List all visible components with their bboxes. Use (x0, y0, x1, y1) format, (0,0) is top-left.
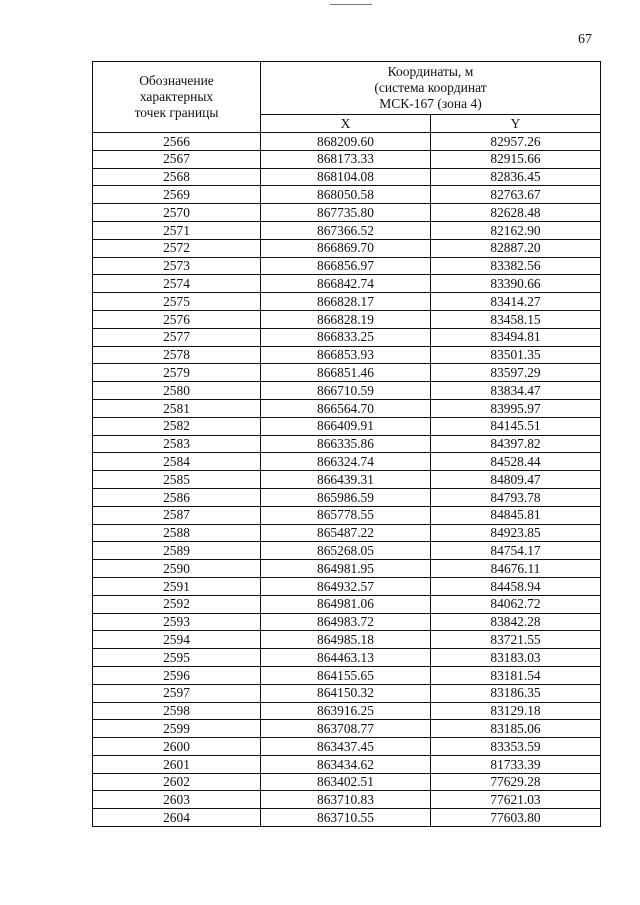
point-header-line-1: Обозначение (139, 72, 214, 88)
x-coordinate-cell: 865268.05 (261, 542, 431, 560)
x-coordinate-cell: 864155.65 (261, 666, 431, 684)
coordinates-header (261, 62, 601, 115)
x-coordinate-cell: 866828.17 (261, 293, 431, 311)
table-row (93, 755, 601, 773)
point-designation-header (93, 62, 261, 133)
table-row (93, 542, 601, 560)
coords-header-line-1: Координаты, м (387, 63, 474, 79)
x-coordinate-cell: 863437.45 (261, 738, 431, 756)
table-row (93, 293, 601, 311)
table-row (93, 738, 601, 756)
y-coordinate-cell: 84923.85 (431, 524, 601, 542)
y-coordinate-cell: 83501.35 (431, 346, 601, 364)
point-id-cell: 2580 (93, 382, 261, 400)
x-coordinate-cell: 867735.80 (261, 204, 431, 222)
x-coordinate-cell: 864463.13 (261, 649, 431, 667)
x-coordinate-cell: 864981.06 (261, 595, 431, 613)
point-id-cell: 2591 (93, 577, 261, 595)
y-coordinate-cell: 83185.06 (431, 720, 601, 738)
table-row (93, 809, 601, 827)
point-id-cell: 2574 (93, 275, 261, 293)
y-coordinate-cell: 84458.94 (431, 577, 601, 595)
x-coordinate-cell: 863916.25 (261, 702, 431, 720)
y-coordinate-cell: 82915.66 (431, 150, 601, 168)
point-id-cell: 2572 (93, 239, 261, 257)
x-coordinate-cell: 866869.70 (261, 239, 431, 257)
x-coordinate-cell: 866335.86 (261, 435, 431, 453)
y-coordinate-cell: 83995.97 (431, 399, 601, 417)
table-row (93, 471, 601, 489)
point-id-cell: 2567 (93, 150, 261, 168)
table-row (93, 310, 601, 328)
point-id-cell: 2600 (93, 738, 261, 756)
y-coordinate-cell: 84145.51 (431, 417, 601, 435)
x-coordinate-cell: 865986.59 (261, 488, 431, 506)
x-coordinate-cell: 866856.97 (261, 257, 431, 275)
x-coordinate-cell: 864983.72 (261, 613, 431, 631)
y-coordinate-cell: 83129.18 (431, 702, 601, 720)
table-row (93, 133, 601, 151)
y-coordinate-cell: 83382.56 (431, 257, 601, 275)
table-row (93, 773, 601, 791)
point-id-cell: 2573 (93, 257, 261, 275)
y-coordinate-cell: 84754.17 (431, 542, 601, 560)
y-coordinate-cell: 84793.78 (431, 488, 601, 506)
x-coordinate-cell: 864150.32 (261, 684, 431, 702)
y-coordinate-cell: 82836.45 (431, 168, 601, 186)
point-header-line-3: точек границы (134, 105, 219, 121)
table-row (93, 275, 601, 293)
point-id-cell: 2586 (93, 488, 261, 506)
x-coordinate-cell: 868173.33 (261, 150, 431, 168)
x-coordinate-cell: 864985.18 (261, 631, 431, 649)
table-row (93, 150, 601, 168)
coordinates-table (92, 61, 601, 827)
table-row (93, 221, 601, 239)
x-coordinate-cell: 863434.62 (261, 755, 431, 773)
y-coordinate-cell: 77621.03 (431, 791, 601, 809)
table-row (93, 328, 601, 346)
point-id-cell: 2596 (93, 666, 261, 684)
y-coordinate-cell: 84676.11 (431, 560, 601, 578)
y-coordinate-cell: 83390.66 (431, 275, 601, 293)
point-id-cell: 2576 (93, 310, 261, 328)
x-coordinate-cell: 866409.91 (261, 417, 431, 435)
x-coordinate-cell: 866833.25 (261, 328, 431, 346)
table-row (93, 417, 601, 435)
y-column-header: Y (431, 115, 601, 133)
y-coordinate-cell: 83181.54 (431, 666, 601, 684)
y-coordinate-cell: 84809.47 (431, 471, 601, 489)
table-header (93, 62, 601, 133)
y-coordinate-cell: 83597.29 (431, 364, 601, 382)
point-id-cell: 2603 (93, 791, 261, 809)
x-coordinate-cell: 866439.31 (261, 471, 431, 489)
page-number: 67 (578, 32, 592, 47)
table-row (93, 453, 601, 471)
table-row (93, 204, 601, 222)
point-id-cell: 2577 (93, 328, 261, 346)
x-coordinate-cell: 866828.19 (261, 310, 431, 328)
table-row (93, 720, 601, 738)
x-coordinate-cell: 868050.58 (261, 186, 431, 204)
x-coordinate-cell: 865487.22 (261, 524, 431, 542)
table-row (93, 399, 601, 417)
point-id-cell: 2590 (93, 560, 261, 578)
table-row (93, 382, 601, 400)
point-id-cell: 2595 (93, 649, 261, 667)
y-coordinate-cell: 81733.39 (431, 755, 601, 773)
y-coordinate-cell: 83183.03 (431, 649, 601, 667)
point-id-cell: 2593 (93, 613, 261, 631)
x-coordinate-cell: 864932.57 (261, 577, 431, 595)
y-coordinate-cell: 82887.20 (431, 239, 601, 257)
x-coordinate-cell: 868209.60 (261, 133, 431, 151)
point-id-cell: 2569 (93, 186, 261, 204)
point-id-cell: 2566 (93, 133, 261, 151)
y-coordinate-cell: 77603.80 (431, 809, 601, 827)
x-coordinate-cell: 866710.59 (261, 382, 431, 400)
table-row (93, 488, 601, 506)
x-column-header: X (261, 115, 431, 133)
point-id-cell: 2571 (93, 221, 261, 239)
point-header-line-2: характерных (139, 88, 214, 104)
x-coordinate-cell: 866324.74 (261, 453, 431, 471)
table-row (93, 595, 601, 613)
x-coordinate-cell: 863710.83 (261, 791, 431, 809)
y-coordinate-cell: 84062.72 (431, 595, 601, 613)
table-row (93, 364, 601, 382)
table-body (93, 133, 601, 827)
point-id-cell: 2587 (93, 506, 261, 524)
point-id-cell: 2602 (93, 773, 261, 791)
table-row (93, 257, 601, 275)
table-row (93, 524, 601, 542)
y-coordinate-cell: 82763.67 (431, 186, 601, 204)
y-coordinate-cell: 83834.47 (431, 382, 601, 400)
table-row (93, 239, 601, 257)
table-row (93, 560, 601, 578)
table-row (93, 631, 601, 649)
point-id-cell: 2575 (93, 293, 261, 311)
point-id-cell: 2570 (93, 204, 261, 222)
x-coordinate-cell: 863708.77 (261, 720, 431, 738)
point-id-cell: 2604 (93, 809, 261, 827)
point-id-cell: 2599 (93, 720, 261, 738)
y-coordinate-cell: 83842.28 (431, 613, 601, 631)
y-coordinate-cell: 83494.81 (431, 328, 601, 346)
coords-header-line-3: МСК-167 (зона 4) (379, 96, 482, 112)
point-id-cell: 2598 (93, 702, 261, 720)
coords-header-line-2: (система координат (374, 79, 487, 95)
y-coordinate-cell: 82162.90 (431, 221, 601, 239)
point-id-cell: 2588 (93, 524, 261, 542)
y-coordinate-cell: 84528.44 (431, 453, 601, 471)
x-coordinate-cell: 866564.70 (261, 399, 431, 417)
table-row (93, 666, 601, 684)
x-coordinate-cell: 868104.08 (261, 168, 431, 186)
point-id-cell: 2568 (93, 168, 261, 186)
table-row (93, 577, 601, 595)
x-coordinate-cell: 867366.52 (261, 221, 431, 239)
y-coordinate-cell: 83186.35 (431, 684, 601, 702)
x-coordinate-cell: 866842.74 (261, 275, 431, 293)
x-coordinate-cell: 866853.93 (261, 346, 431, 364)
y-coordinate-cell: 83353.59 (431, 738, 601, 756)
table-row (93, 702, 601, 720)
table-row (93, 791, 601, 809)
y-coordinate-cell: 83414.27 (431, 293, 601, 311)
y-coordinate-cell: 84397.82 (431, 435, 601, 453)
point-id-cell: 2582 (93, 417, 261, 435)
point-id-cell: 2583 (93, 435, 261, 453)
point-id-cell: 2589 (93, 542, 261, 560)
y-coordinate-cell: 77629.28 (431, 773, 601, 791)
x-coordinate-cell: 866851.46 (261, 364, 431, 382)
table-row (93, 506, 601, 524)
y-coordinate-cell: 84845.81 (431, 506, 601, 524)
table-row (93, 346, 601, 364)
point-id-cell: 2594 (93, 631, 261, 649)
point-id-cell: 2601 (93, 755, 261, 773)
table-row (93, 649, 601, 667)
point-id-cell: 2578 (93, 346, 261, 364)
point-id-cell: 2584 (93, 453, 261, 471)
table-row (93, 168, 601, 186)
table-row (93, 613, 601, 631)
top-rule (330, 4, 372, 5)
point-id-cell: 2581 (93, 399, 261, 417)
y-coordinate-cell: 82957.26 (431, 133, 601, 151)
x-coordinate-cell: 863402.51 (261, 773, 431, 791)
point-id-cell: 2579 (93, 364, 261, 382)
table-row (93, 435, 601, 453)
x-coordinate-cell: 863710.55 (261, 809, 431, 827)
table-row (93, 684, 601, 702)
y-coordinate-cell: 83458.15 (431, 310, 601, 328)
point-id-cell: 2585 (93, 471, 261, 489)
x-coordinate-cell: 865778.55 (261, 506, 431, 524)
table-row (93, 186, 601, 204)
y-coordinate-cell: 83721.55 (431, 631, 601, 649)
point-id-cell: 2597 (93, 684, 261, 702)
point-id-cell: 2592 (93, 595, 261, 613)
y-coordinate-cell: 82628.48 (431, 204, 601, 222)
x-coordinate-cell: 864981.95 (261, 560, 431, 578)
